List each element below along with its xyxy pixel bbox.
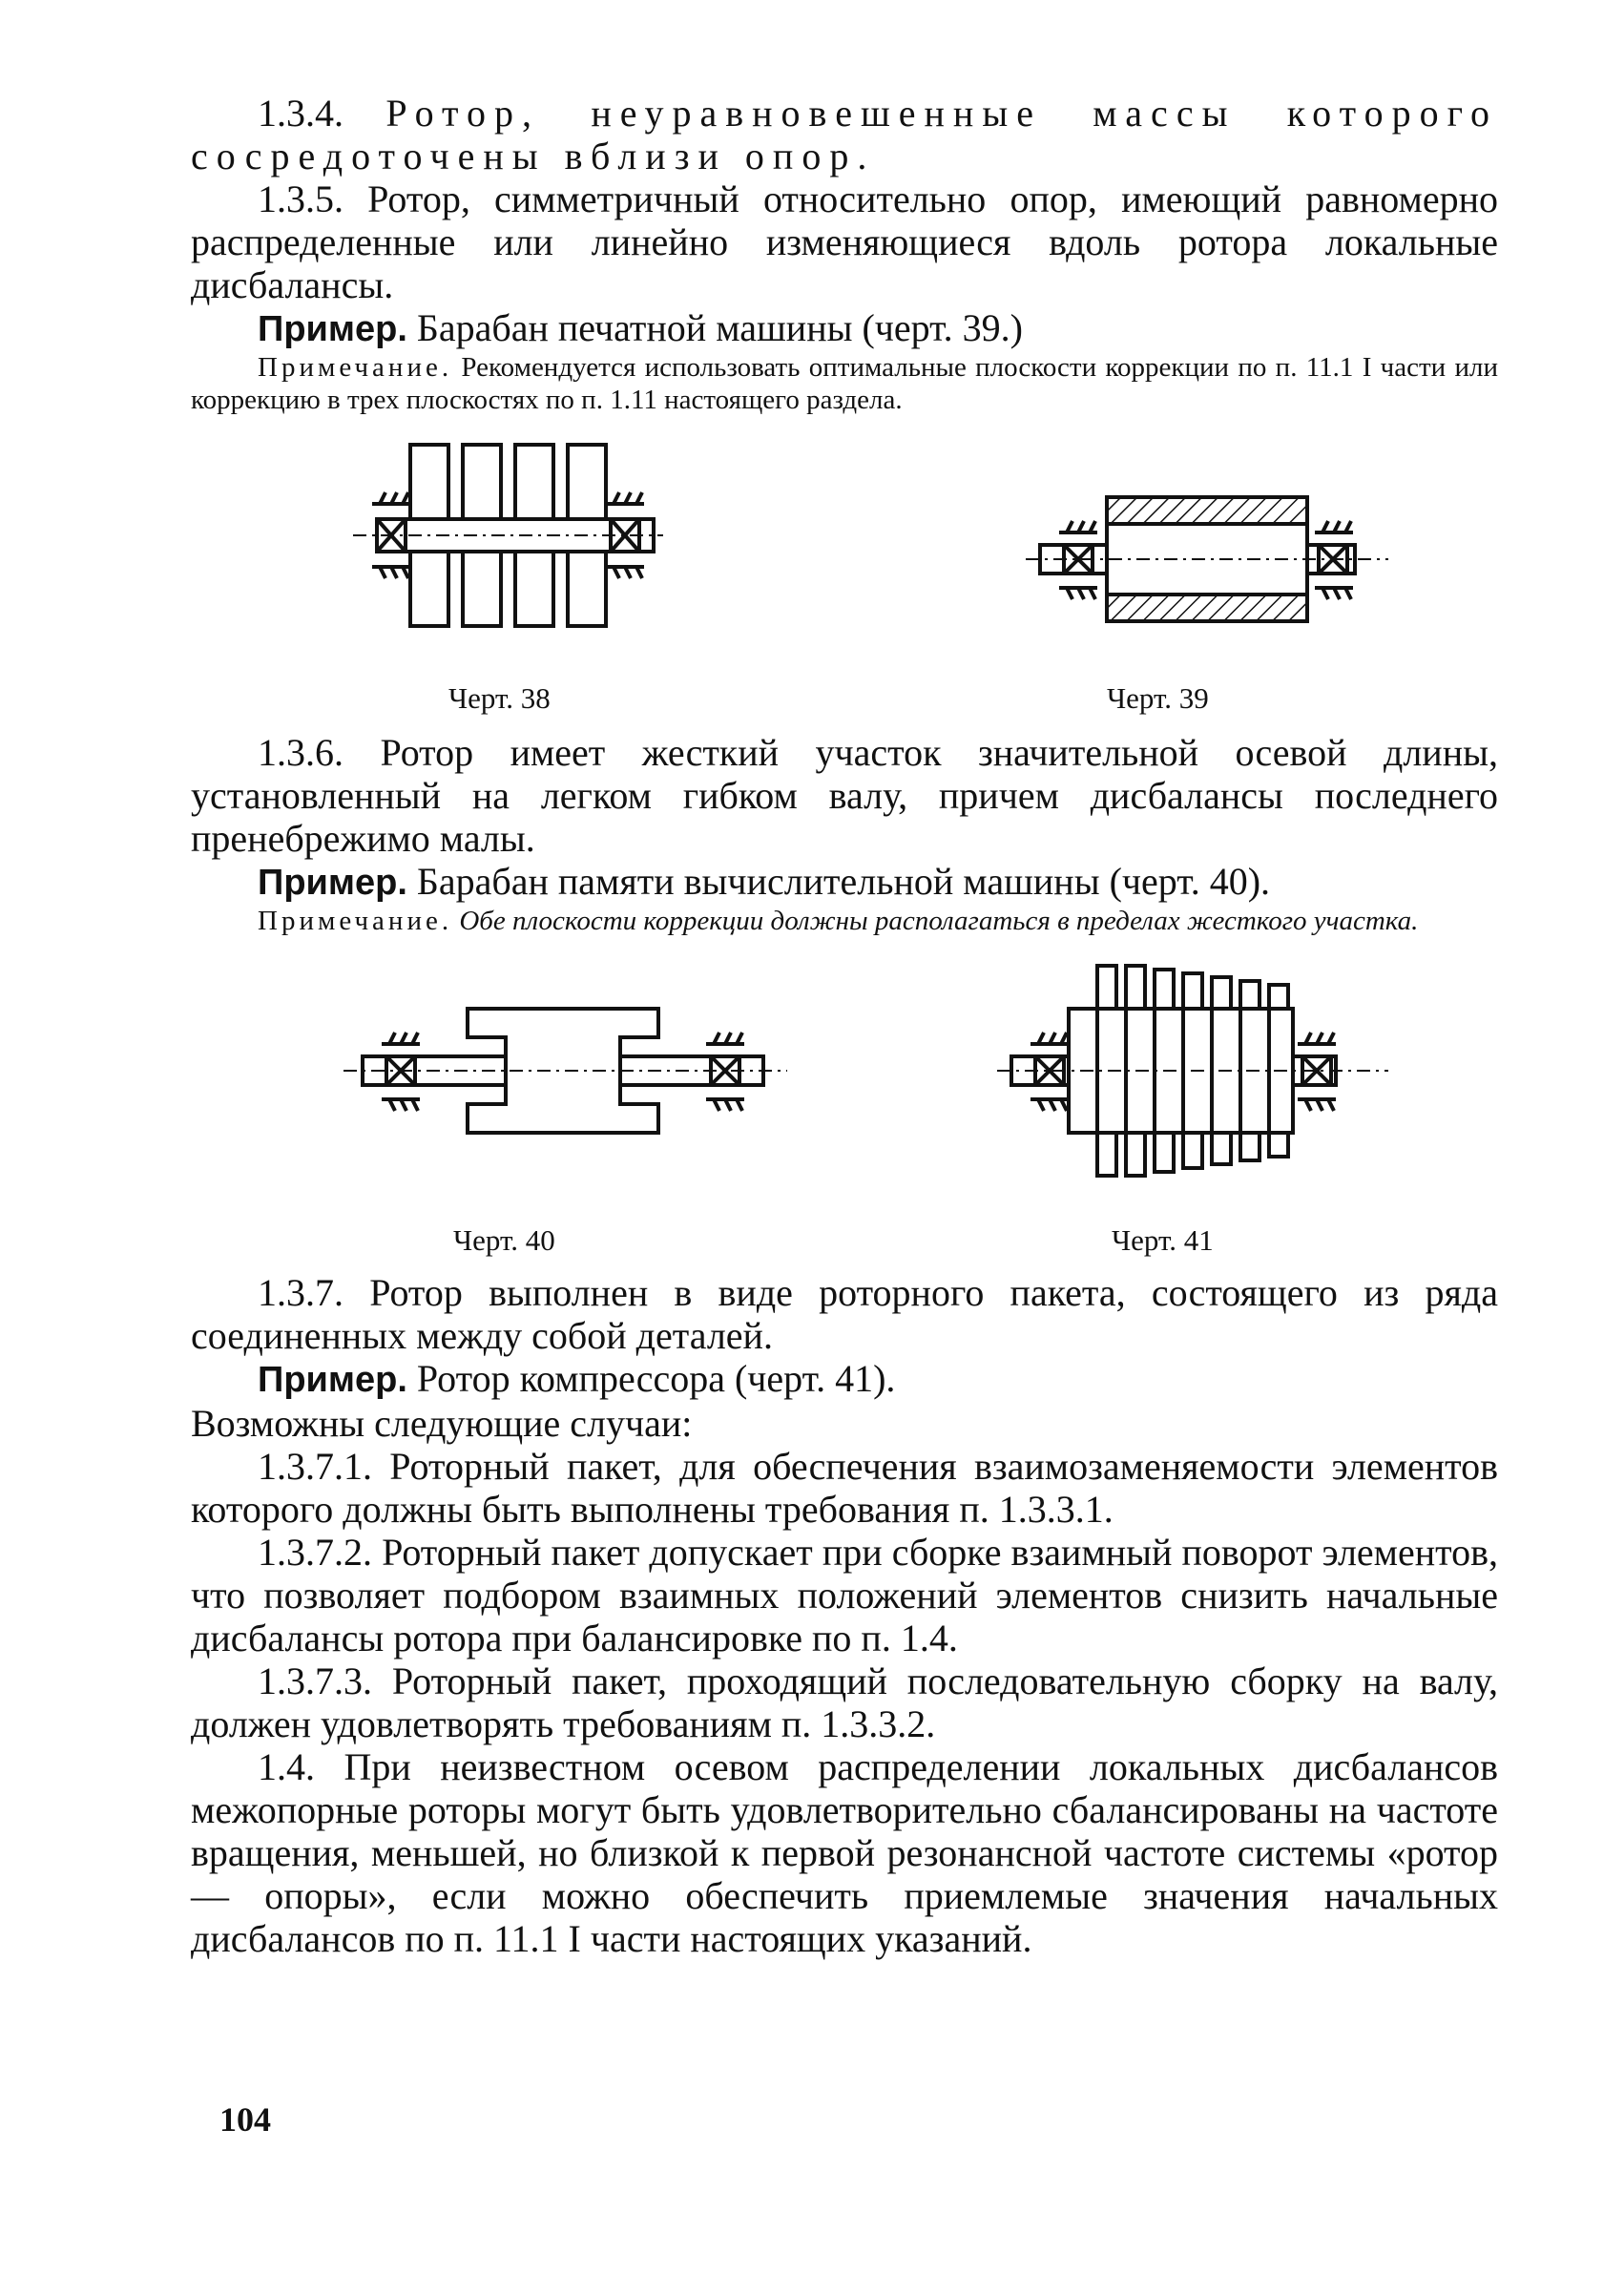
paragraph-1-3-6: 1.3.6. Ротор имеет жесткий участок значительной осевой длины, установленный на легком гибком валу, причем дисбалансы последнего пренебрежимо малы. <box>191 731 1498 860</box>
example-text: Ротор компрессора (черт. 41). <box>416 1357 896 1400</box>
example-text: Барабан памяти вычислительной машины (черт. 40). <box>416 860 1271 903</box>
note-label: Примечание. <box>258 906 453 936</box>
note-text: Рекомендуется использовать оптимальные плоскости коррекции по п. 11.1 I части или коррекцию в трех плоскостях по п. 1.11 настоящего раздела. <box>191 352 1499 415</box>
page-number: 104 <box>219 2100 271 2139</box>
figure-38-drawing <box>344 435 668 636</box>
example-label: Пример. <box>258 1360 407 1400</box>
example-label: Пример. <box>258 863 407 903</box>
example-text: Барабан печатной машины (черт. 39.) <box>416 306 1023 349</box>
note-text: Обе плоскости коррекции должны располагаться в пределах жесткого участка. <box>459 906 1419 936</box>
figures-38-39 <box>191 416 1498 731</box>
example-label: Пример. <box>258 309 407 349</box>
paragraph-1-3-7: 1.3.7. Ротор выполнен в виде роторного пакета, состоящего из ряда соединенных между собой деталей. <box>191 1271 1498 1357</box>
paragraph-1-4: 1.4. При неизвестном осевом распределении локальных дисбалансов межопорные роторы могут быть удовлетворительно сбалансированы на частоте вращения, меньшей, но близкой к первой резонансной частоте системы «ротор — опоры», если можно обеспечить приемлемые значения начальных дисбалансов по п. 11.1 I части настоящих указаний. <box>191 1745 1498 1960</box>
note-2 <box>191 905 1498 937</box>
figure-41-drawing <box>992 956 1393 1185</box>
note-1 <box>191 351 1498 416</box>
para-number: 1.3.4. <box>258 92 344 135</box>
paragraph-1-3-7-2: 1.3.7.2. Роторный пакет допускает при сборке взаимный поворот элементов, что позволяет подбором взаимных положений элементов снизить начальные дисбалансы ротора при балансировке по п. 1.4. <box>191 1531 1498 1659</box>
paragraph-1-3-5: 1.3.5. Ротор, симметричный относительно опор, имеющий равномерно распределенные или линейно изменяющиеся вдоль ротора локальные дисбалансы. <box>191 177 1498 306</box>
cases-intro: Возможны следующие случаи: <box>191 1402 693 1445</box>
page-body <box>191 92 1498 1960</box>
caption-fig-38: Черт. 38 <box>448 681 551 715</box>
example-1 <box>191 306 1498 351</box>
caption-fig-40: Черт. 40 <box>453 1223 555 1257</box>
example-3 <box>191 1357 1498 1402</box>
figures-40-41 <box>191 937 1498 1271</box>
example-2 <box>191 860 1498 905</box>
figure-40-drawing <box>334 994 792 1166</box>
paragraph-1-3-4 <box>191 92 1498 177</box>
paragraph-1-3-7-3: 1.3.7.3. Роторный пакет, проходящий последовательную сборку на валу, должен удовлетворять требованиям п. 1.3.3.2. <box>191 1659 1498 1745</box>
para-text-spaced: Ротор, неуравновешенные массы которого сосредоточены вблизи опор. <box>191 92 1499 177</box>
caption-fig-39: Черт. 39 <box>1107 681 1209 715</box>
caption-fig-41: Черт. 41 <box>1112 1223 1214 1257</box>
figure-39-drawing <box>1021 483 1393 645</box>
paragraph-1-3-7-1: 1.3.7.1. Роторный пакет, для обеспечения взаимозаменяемости элементов которого должны быть выполнены требования п. 1.3.3.1. <box>191 1445 1498 1531</box>
note-label: Примечание. <box>258 352 453 383</box>
